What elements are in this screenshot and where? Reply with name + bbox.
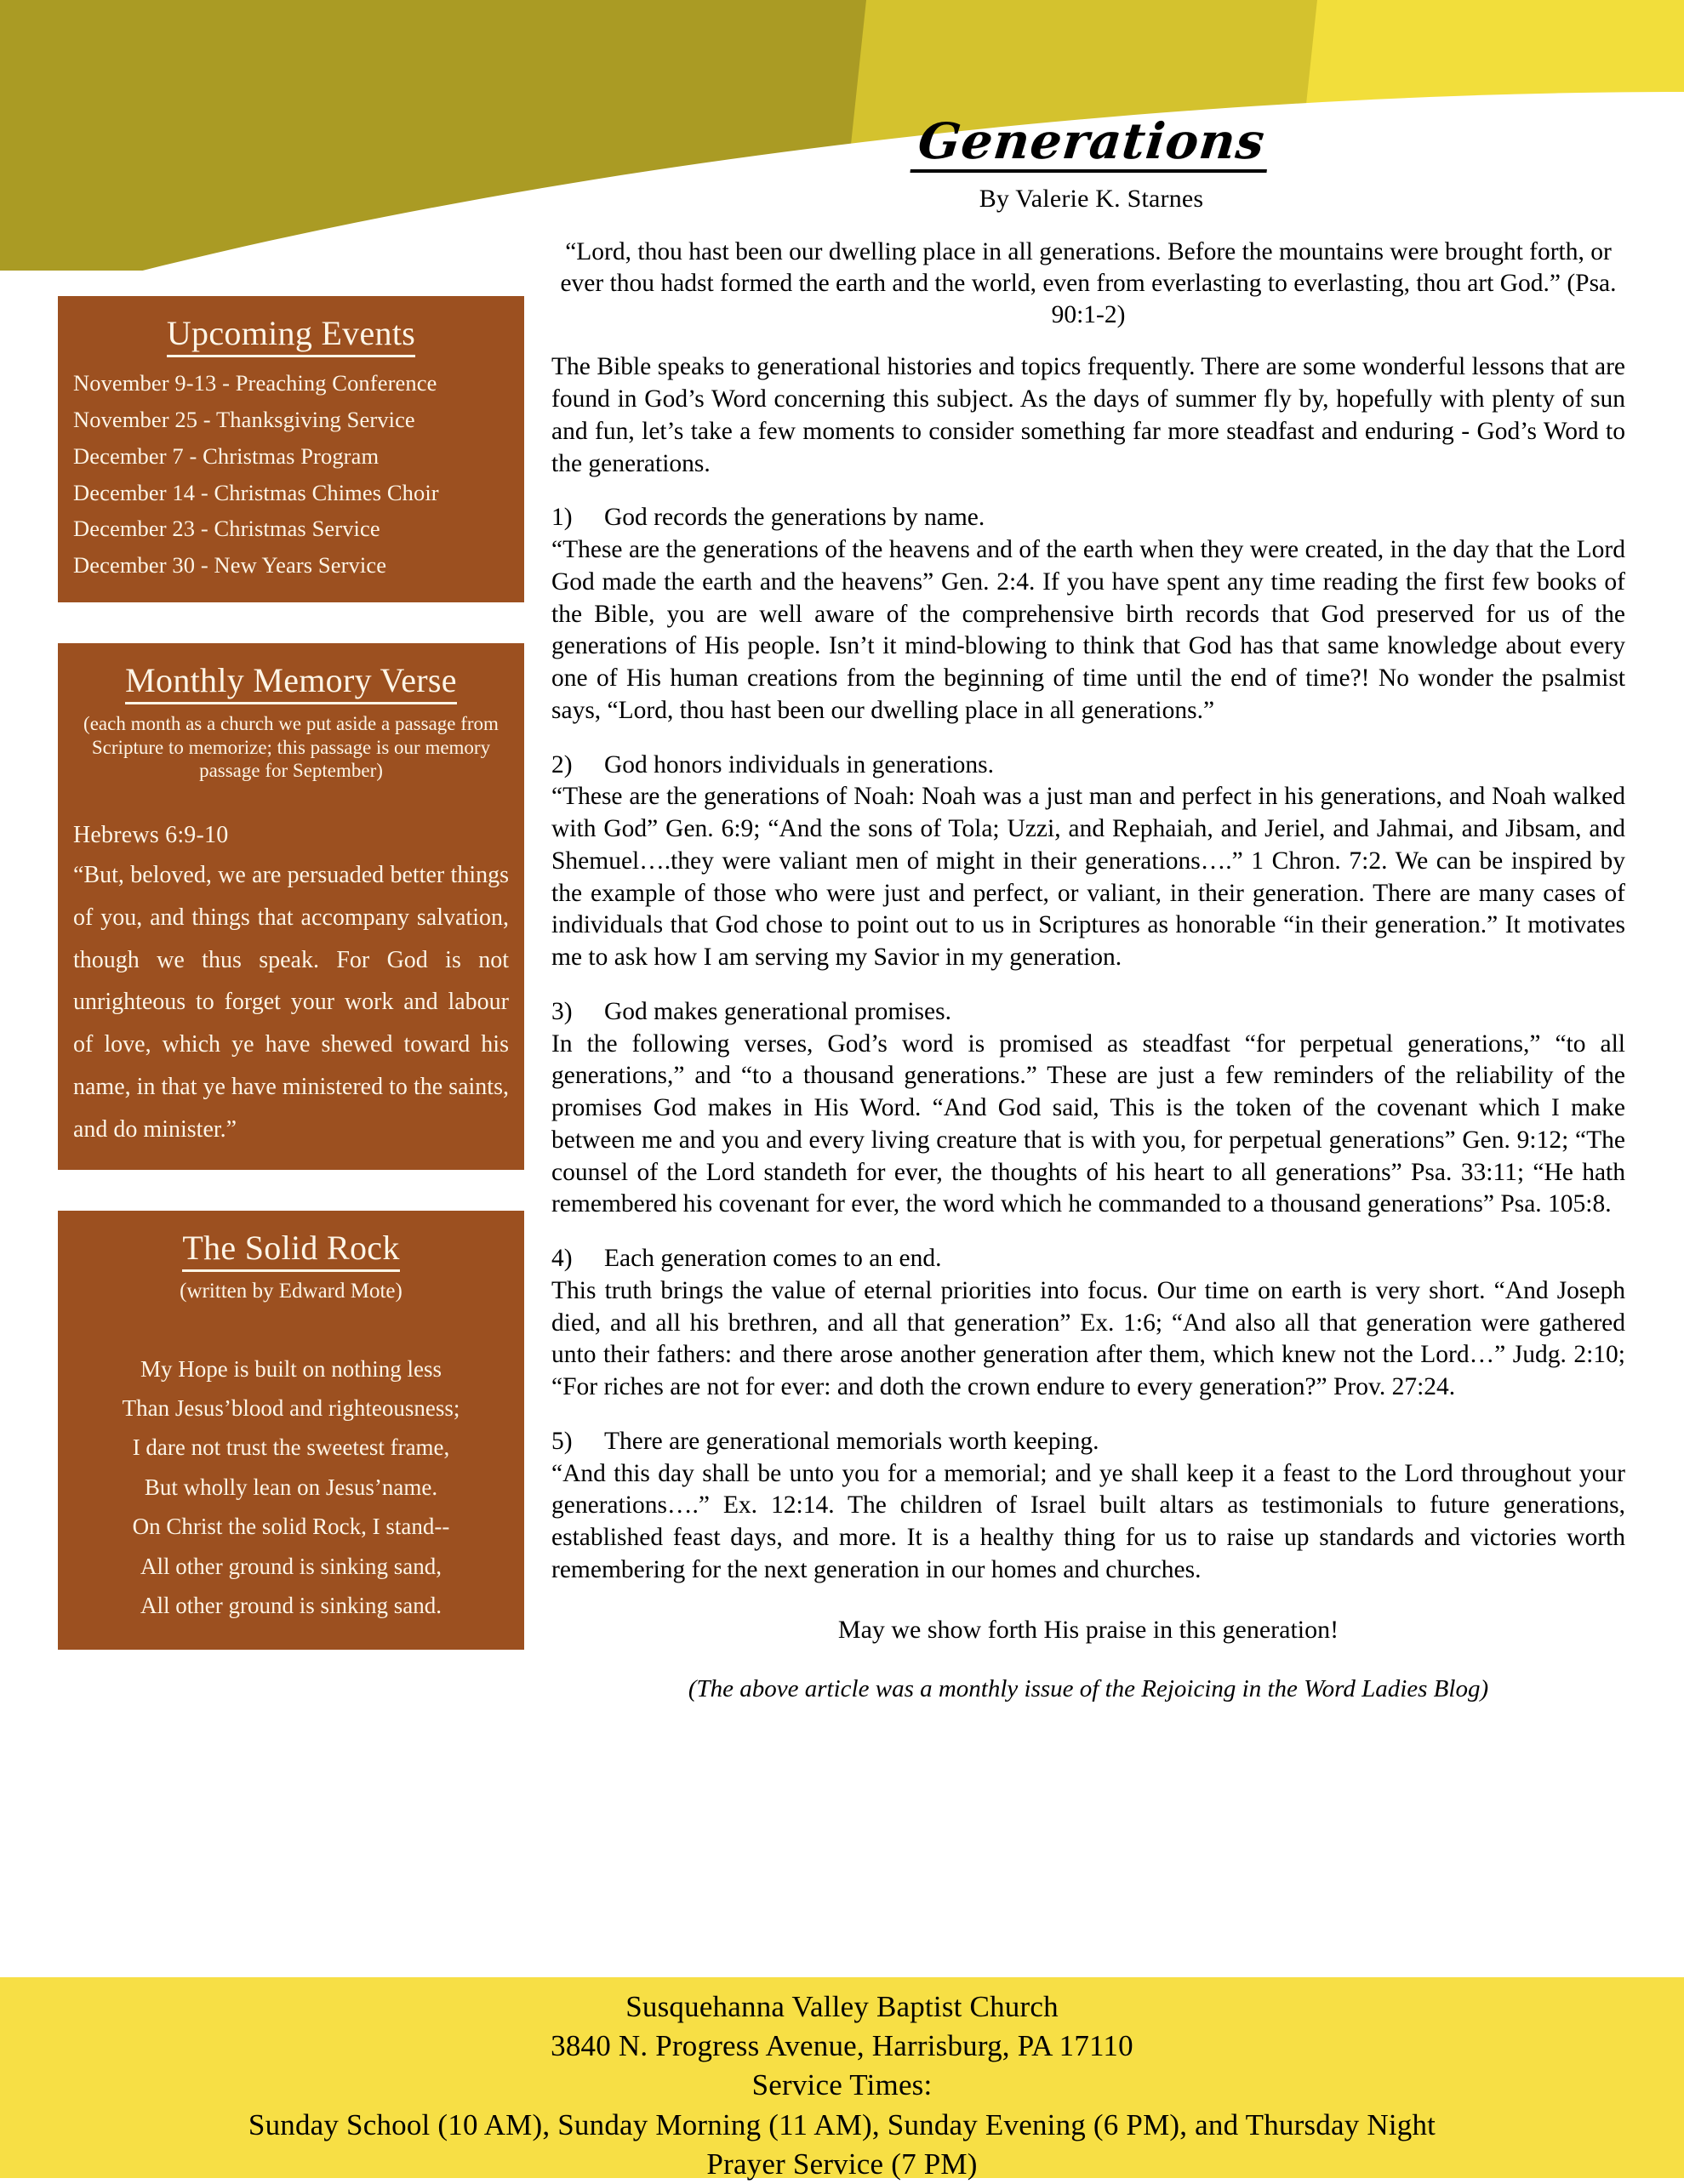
list-item: December 23 - Christmas Service <box>73 516 380 542</box>
footer-service-times-line-2: Prayer Service (7 PM) <box>706 2147 978 2181</box>
list-item: Than Jesus’blood and righteousness; <box>122 1394 460 1421</box>
sidebar <box>58 296 524 1691</box>
article-blog-attribution: (The above article was a monthly issue of the Rejoicing in the Word Ladies Blog) <box>688 1674 1489 1702</box>
list-item: November 9-13 - Preaching Conference <box>73 369 437 396</box>
panel-hymn-solid-rock <box>58 1211 524 1650</box>
memory-verse-reference: Hebrews 6:9-10 <box>73 821 229 848</box>
masthead <box>545 112 1638 214</box>
article-point-heading <box>551 996 1625 1029</box>
upcoming-events-list <box>73 365 509 584</box>
article-point-body: In the following verses, God’s word is promised as steadfast “for perpetual generations,” “to all generations,” and “to a thousand generations.” These are just a few reminders of the reliability of the promises God makes in His Word. “And God said, This is the token of the covenant which I make between me and you and every living creature that is with you, for perpetual generations” Gen. 9:12; “The counsel of the Lord standeth for ever, the thoughts of his heart to all generations” Psa. 33:11; “He hath remembered his covenant for ever, the word which he commanded to a thousand generations” Psa. 105:8. <box>551 1029 1625 1218</box>
upcoming-events-title <box>73 315 509 353</box>
list-item: I dare not trust the sweetest frame, <box>132 1434 450 1461</box>
panel-upcoming-events <box>58 296 524 602</box>
article-point-heading <box>551 1426 1625 1458</box>
list-item: On Christ the solid Rock, I stand-- <box>132 1514 450 1540</box>
memory-verse-title <box>73 662 509 700</box>
footer-service-times-line-1: Sunday School (10 AM), Sunday Morning (11 AM), Sunday Evening (6 PM), and Thursday Night <box>248 2107 1436 2141</box>
point-number: 2) <box>551 750 573 778</box>
upcoming-events-title-text: Upcoming Events <box>167 314 415 357</box>
memory-verse-title-text: Monthly Memory Verse <box>125 661 457 704</box>
hymn-lyrics-list <box>73 1349 509 1626</box>
article-point-heading <box>551 1243 1625 1275</box>
article-body <box>551 237 1625 1703</box>
point-heading-text: God honors individuals in generations. <box>604 750 995 778</box>
article-point-body: “These are the generations of Noah: Noah was a just man and perfect in his generations, and Noah walked with God” Gen. 6:9; “And the sons of Tola; Uzzi, and Rephaiah, and Jeriel, and Jahmai, and Jibsam, and Shemuel….they were valiant men of might in their generations….” 1 Chron. 7:2. We can be inspired by the example of those who were just and perfect, or valiant, in their generation. There are many cases of individuals that God chose to point out to us in Scriptures as honorable “in their generation.” It motivates me to ask how I am serving my Savior in my generation. <box>551 783 1625 972</box>
article-point-body: “These are the generations of the heavens and of the earth when they were created, in the day that the Lord God made the earth and the heavens” Gen. 2:4. If you have spent any time reading the first few books of the Bible, you are well aware of the comprehensive birth records that God preserved for us of the generations of His people. Isn’t it mind-blowing to think that God has that same knowledge about every one of His human creations from the beginning of time until the end of time?! No wonder the psalmist says, “Lord, thou hast been our dwelling place in all generations.” <box>551 536 1625 724</box>
hymn-title <box>73 1229 509 1268</box>
footer-service-times-label: Service Times: <box>751 2068 933 2102</box>
panel-monthly-memory-verse <box>58 643 524 1169</box>
byline: By Valerie K. Starnes <box>979 184 1204 213</box>
list-item: My Hope is built on nothing less <box>140 1355 442 1382</box>
list-item: But wholly lean on Jesus’name. <box>144 1474 438 1500</box>
point-number: 3) <box>551 997 573 1025</box>
footer-address: 3840 N. Progress Avenue, Harrisburg, PA 17110 <box>551 2029 1133 2063</box>
article-scripture-lead: “Lord, thou hast been our dwelling place in all generations. Before the mountains were brought forth, or ever thou hadst formed the earth and the world, even from everlasting to everlasting, thou art God.” (Psa. 90:1-2) <box>560 238 1617 329</box>
point-heading-text: God records the generations by name. <box>604 504 985 532</box>
footer-church-name: Susquehanna Valley Baptist Church <box>625 1990 1059 2023</box>
memory-verse-subtitle: (each month as a church we put aside a passage from Scripture to memorize; this passage is our memory passage for September) <box>83 713 499 782</box>
point-heading-text: Each generation comes to an end. <box>604 1245 942 1273</box>
point-heading-text: God makes generational promises. <box>604 997 951 1025</box>
footer-church-info <box>0 1977 1684 2181</box>
point-heading-text: There are generational memorials worth keeping. <box>604 1427 1099 1455</box>
list-item: All other ground is sinking sand. <box>140 1593 442 1619</box>
point-number: 1) <box>551 504 573 532</box>
article-point-body: This truth brings the value of eternal priorities into focus. Our time on earth is very short. “And Joseph died, and all his brethren, and all that generation” Ex. 1:6; “And also all that generation were gathered unto their fathers: and there arose another generation after them, which knew not the Lord…” Judg. 2:10; “For riches are not for ever: and doth the crown endure to every generation?” Prov. 27:24. <box>551 1276 1625 1401</box>
list-item: November 25 - Thanksgiving Service <box>73 406 415 432</box>
article-point-heading <box>551 750 1625 782</box>
list-item: All other ground is sinking sand, <box>140 1553 442 1579</box>
article-point-heading <box>551 502 1625 534</box>
page-title: Generations <box>910 116 1272 173</box>
list-item: December 30 - New Years Service <box>73 552 387 579</box>
point-number: 4) <box>551 1245 573 1273</box>
list-item: December 14 - Christmas Chimes Choir <box>73 479 439 505</box>
hymn-author: (written by Edward Mote) <box>180 1279 402 1303</box>
memory-verse-text: “But, beloved, we are persuaded better things of you, and things that accompany salvation, though we thus speak. For God is not unrighteous to forget your work and labour of love, which ye have shewed toward his name, in that ye have ministered to the saints, and do minister.” <box>73 861 509 1143</box>
article-intro-paragraph: The Bible speaks to generational histories and topics frequently. There are some wonderful lessons that are found in God’s Word concerning this subject. As the days of summer fly by, hopefully with plenty of sun and fun, let’s take a few moments to consider something far more steadfast and enduring - God’s Word to the generations. <box>551 353 1625 477</box>
hymn-title-text: The Solid Rock <box>182 1229 399 1272</box>
article-closing-line: May we show forth His praise in this generation! <box>837 1615 1339 1644</box>
list-item: December 7 - Christmas Program <box>73 442 380 469</box>
article-point-body: “And this day shall be unto you for a memorial; and ye shall keep it a feast to the Lord throughout your generations….” Ex. 12:14. The children of Israel built altars as testimonials to future generations, established feast days, and more. It is a healthy thing for us to raise up standards and victories worth remembering for the next generation in our homes and churches. <box>551 1459 1625 1583</box>
point-number: 5) <box>551 1427 573 1455</box>
